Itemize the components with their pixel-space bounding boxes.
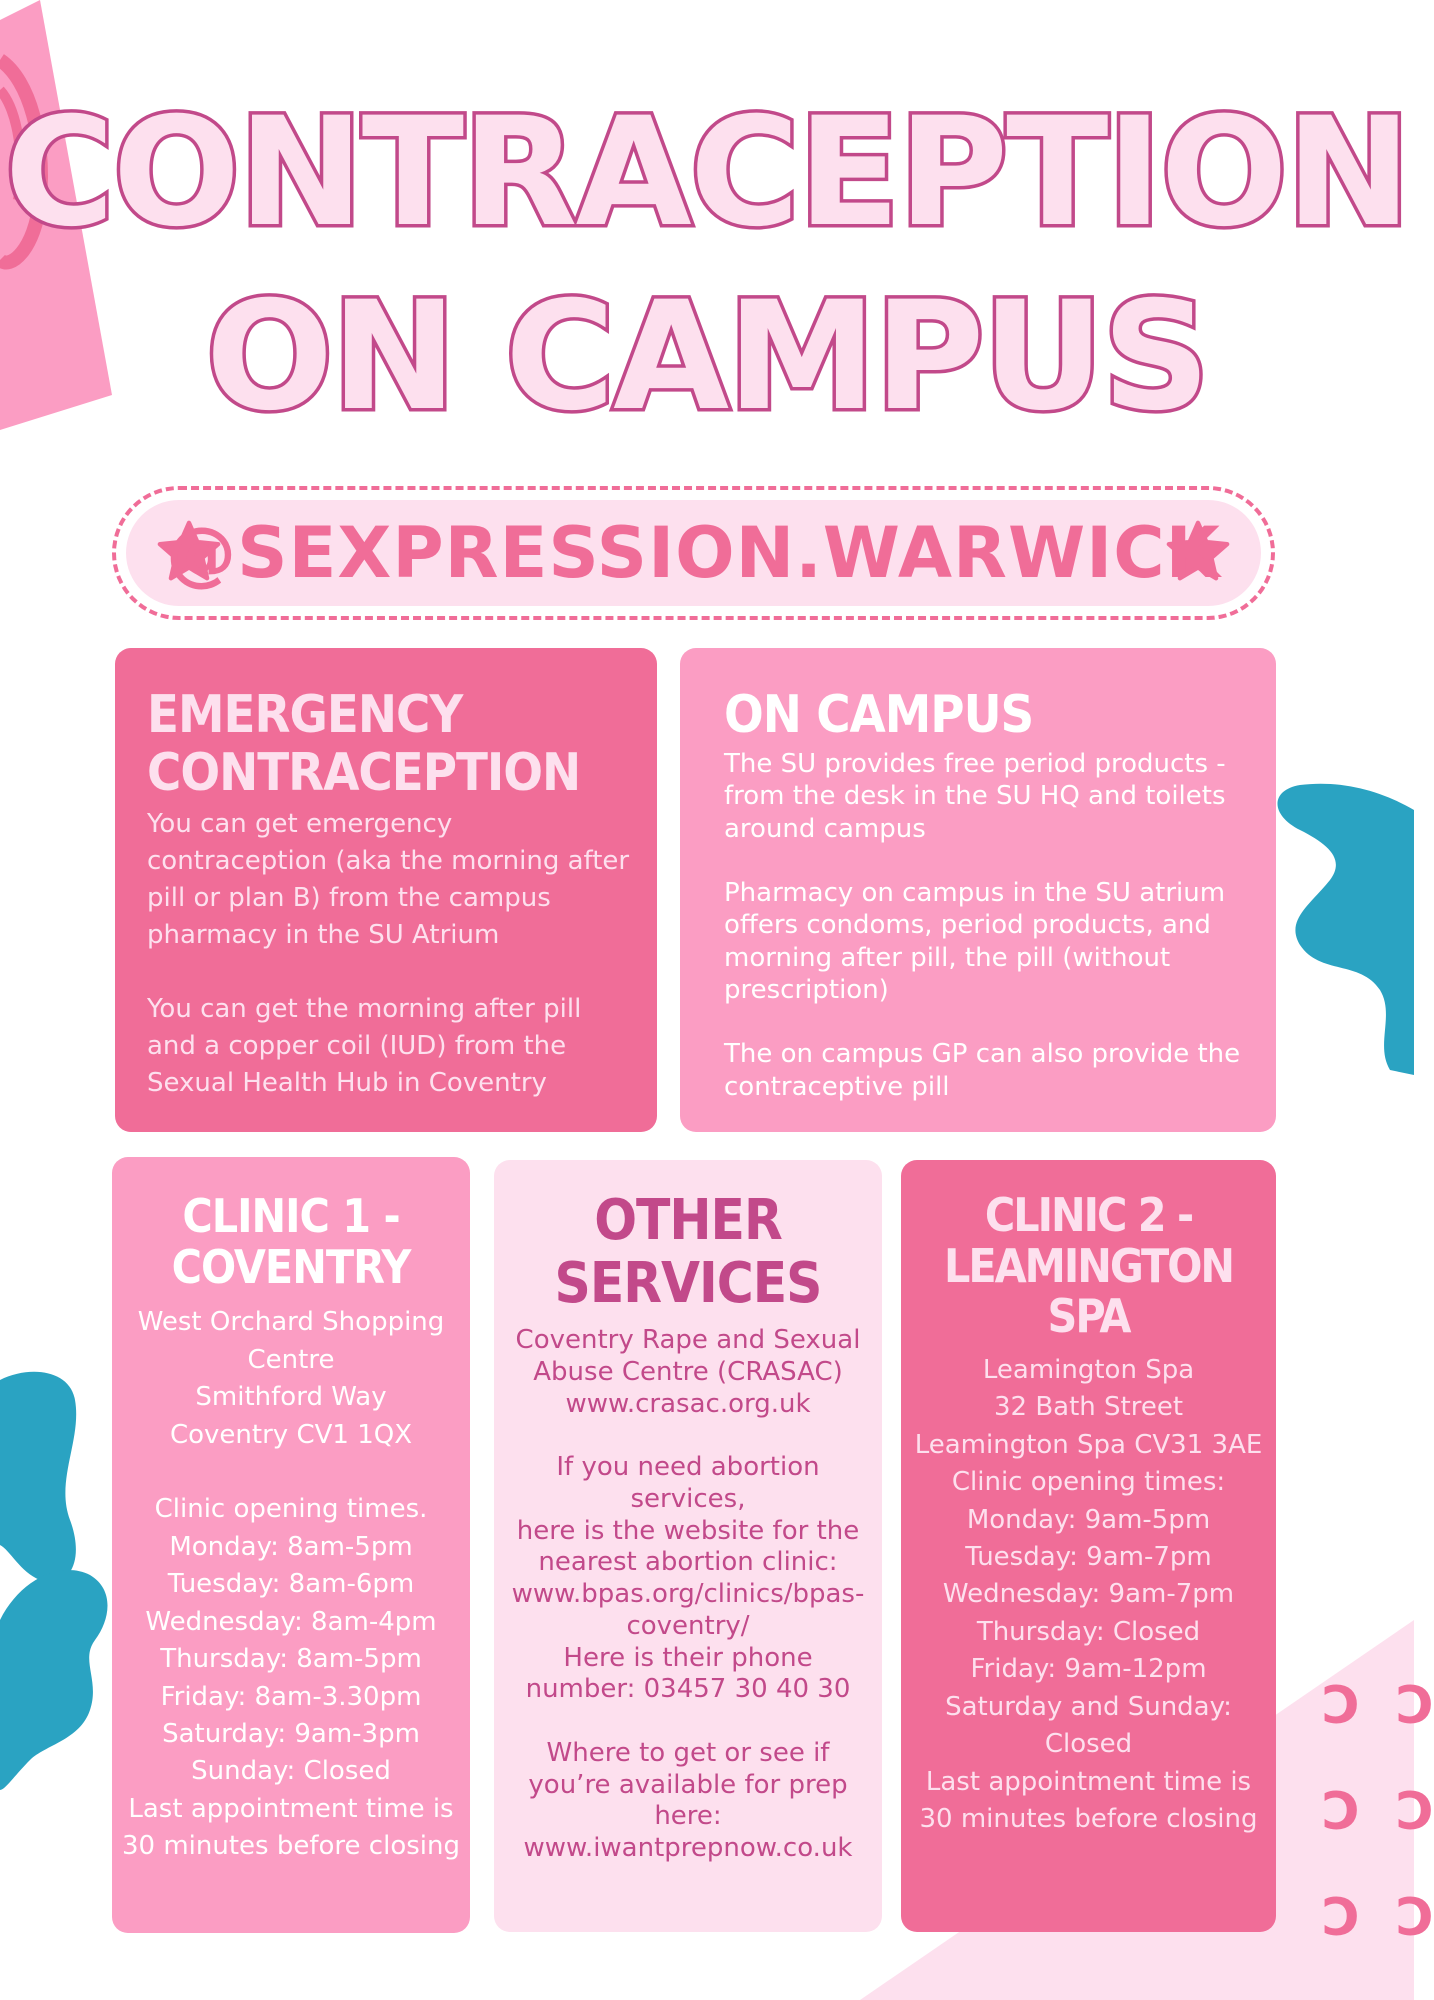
social-handle-banner — [112, 486, 1275, 620]
swirl-icon: Ɔ — [1396, 1888, 1434, 1948]
other-services-heading: OTHER SERVICES — [554, 1188, 822, 1316]
emergency-contraception-card — [115, 648, 657, 1132]
on-campus-card — [680, 648, 1276, 1132]
social-handle: @SEXPRESSION.WARWICK — [166, 512, 1221, 594]
page-title-line-1: CONTRACEPTION — [4, 86, 1410, 260]
other-services-card — [494, 1160, 882, 1932]
other-services-body: Coventry Rape and Sexual Abuse Centre (CRASAC) www.crasac.org.uk If you need abortion services, here is the website for the nearest abortion clinic: www.bpas.org/clinics/bpas-coventry/ Here is their phone number: 03457 30 40 30 Where to get or see if you’re available for prep here: www.iwantprepnow.co.uk — [511, 1325, 865, 1863]
clinic-1-card — [112, 1157, 470, 1933]
clinic-2-body: Leamington Spa 32 Bath Street Leamington Spa CV31 3AE Clinic opening times: Monday: 9am-5pm Tuesday: 9am-7pm Wednesday: 9am-7pm Thursday: Closed Friday: 9am-12pm Saturday and Sunday: Closed Last appointment time is 30 minutes before closing — [914, 1354, 1263, 1835]
clinic-1-heading: CLINIC 1 - COVENTRY — [171, 1189, 411, 1294]
page-title-line-2: ON CAMPUS — [205, 270, 1209, 444]
swirl-icon: Ɔ — [1396, 1782, 1434, 1842]
teal-blob-right — [1278, 784, 1415, 1075]
on-campus-heading: ON CAMPUS — [724, 685, 1034, 745]
on-campus-body: The SU provides free period products - from the desk in the SU HQ and toilets around campus Pharmacy on campus in the SU atrium offers condoms, period products, and morning after pill, the pill (without prescription) The on campus GP can also provide the contraceptive pill — [724, 749, 1241, 1102]
swirl-icon: Ɔ — [1322, 1676, 1361, 1736]
teal-blob-left — [0, 1372, 76, 1582]
swirl-icon: Ɔ — [1396, 1676, 1434, 1736]
swirl-icon: Ɔ — [1322, 1888, 1361, 1948]
clinic-1-body: West Orchard Shopping Centre Smithford Way Coventry CV1 1QX Clinic opening times. Monday: 8am-5pm Tuesday: 8am-6pm Wednesday: 8am-4pm Thursday: 8am-5pm Friday: 8am-3.30pm Saturday: 9am-3pm Sunday: Closed Last appointment time is 30 minutes before closing — [122, 1307, 460, 1862]
teal-blob-left-2 — [0, 1570, 108, 1790]
clinic-2-card — [901, 1160, 1276, 1932]
swirl-icon: Ɔ — [1322, 1782, 1361, 1842]
emergency-contraception-body: You can get emergency contraception (aka the morning after pill or plan B) from the campus pharmacy in the SU Atrium You can get the morning after pill and a copper coil (IUD) from the Sexual Health Hub in Coventry — [147, 809, 630, 1098]
clinic-2-heading: CLINIC 2 - LEAMINGTON SPA — [943, 1188, 1234, 1344]
emergency-contraception-heading: EMERGENCY CONTRACEPTION — [147, 685, 581, 804]
